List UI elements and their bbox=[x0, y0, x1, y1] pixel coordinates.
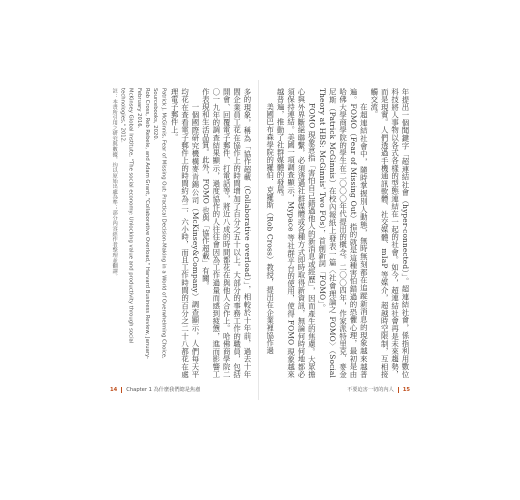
footer-divider bbox=[398, 387, 399, 393]
book-gutter bbox=[258, 80, 259, 400]
footnote: McKinsey Global Institute, "The social economy: Unlocking value and productivity through social technologies," 2012. bbox=[119, 88, 134, 344]
body-paragraph: FOMO 現象意指「害怕自己錯過他人的新消息或經歷」，因而產生的焦慮。大眾擔心與外界斷絕聯繫，必須透過社群媒體或各種方式即時取得新資訊，無論何時何地都必須保持連結。美國一項調查顯示，Mypace 等社群平台的使用，使得 FOMO 現象越來越普遍，推動了社群媒體的發展。 bbox=[276, 88, 317, 378]
right-page-footer bbox=[347, 386, 410, 393]
running-title: 不要迫害一切的內人 bbox=[347, 387, 394, 393]
right-page-body bbox=[264, 88, 410, 378]
body-paragraph: 年提出一個聞鍵字「超連結社會（hyper-connected）」。超連結社會，係指利用數位科技將人事物以各式各樣的型態連結在一起的社會。如今，超連結社會再是未來趨勢，而是現實。人們透過手機通訊軟體、社交媒體、mIaP 等媒介，超越時空限制，互相接觸交流。 bbox=[369, 88, 410, 378]
body-paragraph: 一個國際研究機構麥肯錫公司（McKinsey&Company）調查顯示，人們每天平均花在查看電子郵件上的時間約為二．六小時，而且工作時間的百分之二十八都花在處理電子郵件上。 bbox=[170, 88, 200, 378]
body-paragraph: 多的現象，稱為「協作超載（Collaborative overload）」，相較於十年前，過去十年間企業員工花在協作上的時間增加了百分之五十以上。大部分的事務工作的職員，包括開會、回覆電子郵件、打電話等，將近八成的時間都花在與他人合作上。哈佛商學院二〇一九年的調查結果顯示，過度協作的人往往會因為工作過量而感到疲憊，進而影響工作表現和生活品質。此外，FOMO 也與「協作超載」有關。 bbox=[201, 88, 252, 378]
footnote: Patrick J. McGinnis, Fear of Missing Out: Practical Decision-Making in a World of Overwhelming Choice, Sourcebooks, 2020. bbox=[152, 88, 167, 359]
footnote: Rob Cross, Reb Rebele, and Adam Grant, "Collaborative Overload," Harvard Business Review, January-February 2016. bbox=[135, 88, 151, 359]
left-page bbox=[110, 88, 252, 393]
footer-divider bbox=[121, 387, 122, 393]
footnotes bbox=[110, 88, 167, 378]
page-number: 14 bbox=[110, 386, 118, 393]
footnote: 註：本書所引用之研究與數據，均以原始出處為準；部分內容經作者整理並翻譯。 bbox=[111, 88, 118, 279]
body-paragraph: 在超連結社會中，隨時掌握別人動態，無時無刻都在追蹤新消息的現象越來越普遍。FOMO（Fear of Missing Out）指的就是這種害怕錯過的恐懼心理，最初是由哈佛大學商學院的學生在二〇〇〇年代提出的概念。二〇〇四年，作家派特里克．麥金尼斯（Patrick McGinnis）在校內報紙上發表一篇〈社會理論之 FOMO〉（Social Theory at HBS: McGinnis' Two FOs），首創新詞「FOMO」。 bbox=[317, 88, 369, 378]
right-page bbox=[264, 88, 410, 393]
left-page-body bbox=[169, 88, 252, 378]
chapter-title: Chapter 1 為什麼我們總是焦慮 bbox=[126, 387, 201, 393]
left-page-footer bbox=[110, 386, 200, 393]
page-number: 15 bbox=[402, 386, 410, 393]
body-paragraph: 美國巴布森學院的羅伯．克羅斯（Rob Cross）教授，提出在企業裡協作過 bbox=[265, 102, 275, 354]
